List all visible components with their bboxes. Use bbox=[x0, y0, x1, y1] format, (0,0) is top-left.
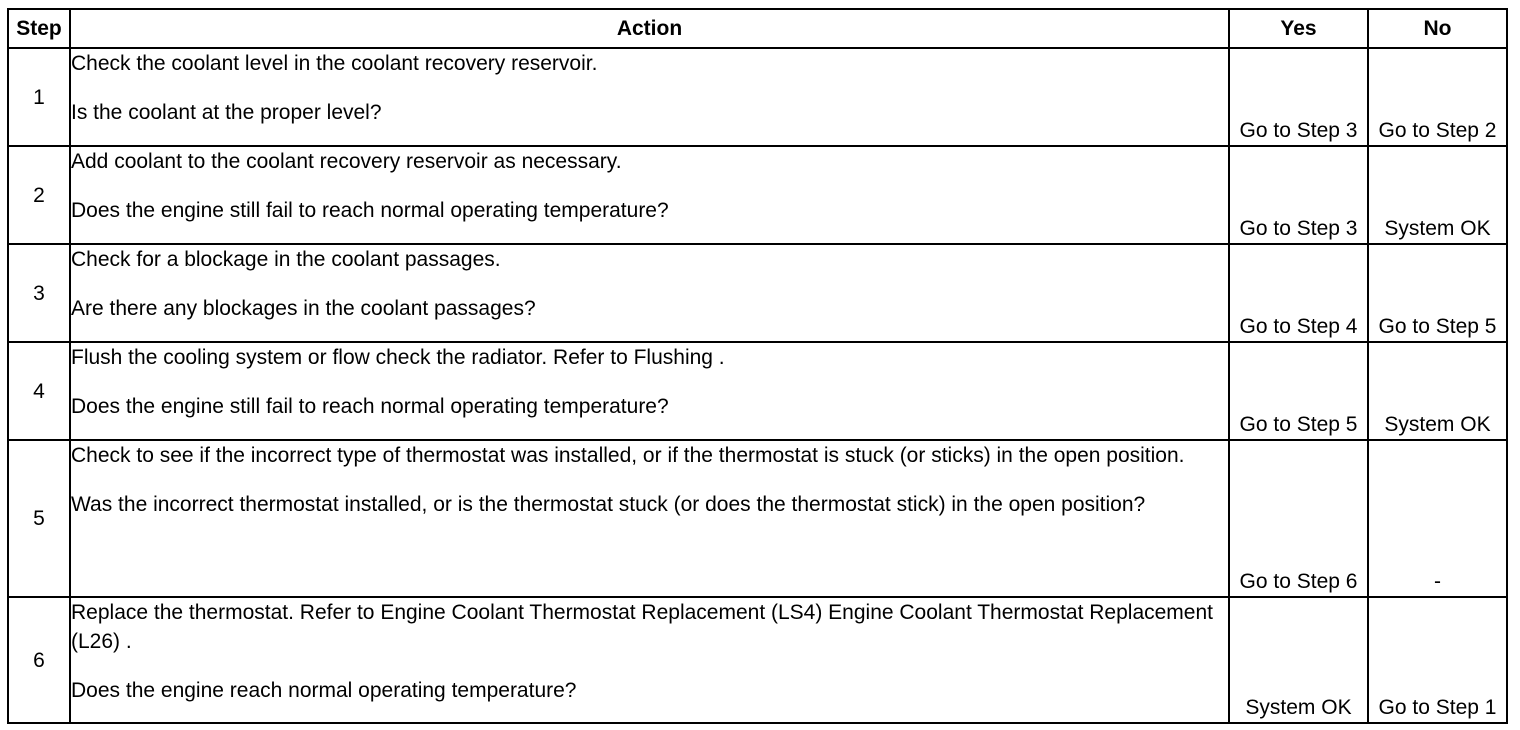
no-result: - bbox=[1368, 440, 1507, 597]
action-instruction: Flush the cooling system or flow check the radiator. Refer to Flushing . bbox=[71, 346, 725, 369]
action-instruction: Replace the thermostat. Refer to Engine Coolant Thermostat Replacement (LS4) Engine Coolant Thermostat Replacement (L26) . bbox=[71, 601, 1213, 653]
table-row bbox=[8, 597, 1507, 723]
header-row bbox=[8, 9, 1507, 48]
table-row bbox=[8, 342, 1507, 440]
action-instruction: Add coolant to the coolant recovery reservoir as necessary. bbox=[71, 150, 622, 173]
table-row bbox=[8, 440, 1507, 597]
action-question: Is the coolant at the proper level? bbox=[71, 101, 382, 124]
action-question: Are there any blockages in the coolant passages? bbox=[71, 297, 536, 320]
step-number: 1 bbox=[8, 48, 70, 146]
action-instruction: Check for a blockage in the coolant passages. bbox=[71, 248, 501, 271]
diagnostic-table bbox=[7, 8, 1508, 724]
action-cell bbox=[70, 48, 1229, 146]
step-number: 4 bbox=[8, 342, 70, 440]
header-step: Step bbox=[8, 9, 70, 48]
step-number: 5 bbox=[8, 440, 70, 597]
table-body bbox=[8, 48, 1507, 723]
table-row bbox=[8, 146, 1507, 244]
no-result: Go to Step 2 bbox=[1368, 48, 1507, 146]
action-instruction: Check to see if the incorrect type of thermostat was installed, or if the thermostat is stuck (or sticks) in the open position. bbox=[71, 444, 1185, 467]
action-question: Was the incorrect thermostat installed, or is the thermostat stuck (or does the thermostat stick) in the open position? bbox=[71, 493, 1146, 516]
action-cell bbox=[70, 440, 1229, 597]
no-result: Go to Step 1 bbox=[1368, 597, 1507, 723]
no-result: Go to Step 5 bbox=[1368, 244, 1507, 342]
yes-result: Go to Step 3 bbox=[1229, 146, 1368, 244]
yes-result: Go to Step 4 bbox=[1229, 244, 1368, 342]
table-header bbox=[8, 9, 1507, 48]
action-cell bbox=[70, 342, 1229, 440]
header-yes: Yes bbox=[1229, 9, 1368, 48]
yes-result: Go to Step 3 bbox=[1229, 48, 1368, 146]
table-row bbox=[8, 244, 1507, 342]
step-number: 2 bbox=[8, 146, 70, 244]
step-number: 6 bbox=[8, 597, 70, 723]
action-cell bbox=[70, 597, 1229, 723]
table-row bbox=[8, 48, 1507, 146]
action-question: Does the engine still fail to reach normal operating temperature? bbox=[71, 395, 669, 418]
yes-result: Go to Step 5 bbox=[1229, 342, 1368, 440]
header-action: Action bbox=[70, 9, 1229, 48]
action-cell bbox=[70, 244, 1229, 342]
action-question: Does the engine reach normal operating temperature? bbox=[71, 679, 577, 702]
yes-result: System OK bbox=[1229, 597, 1368, 723]
action-question: Does the engine still fail to reach normal operating temperature? bbox=[71, 199, 669, 222]
step-number: 3 bbox=[8, 244, 70, 342]
header-no: No bbox=[1368, 9, 1507, 48]
action-instruction: Check the coolant level in the coolant recovery reservoir. bbox=[71, 52, 598, 75]
yes-result: Go to Step 6 bbox=[1229, 440, 1368, 597]
no-result: System OK bbox=[1368, 146, 1507, 244]
no-result: System OK bbox=[1368, 342, 1507, 440]
action-cell bbox=[70, 146, 1229, 244]
